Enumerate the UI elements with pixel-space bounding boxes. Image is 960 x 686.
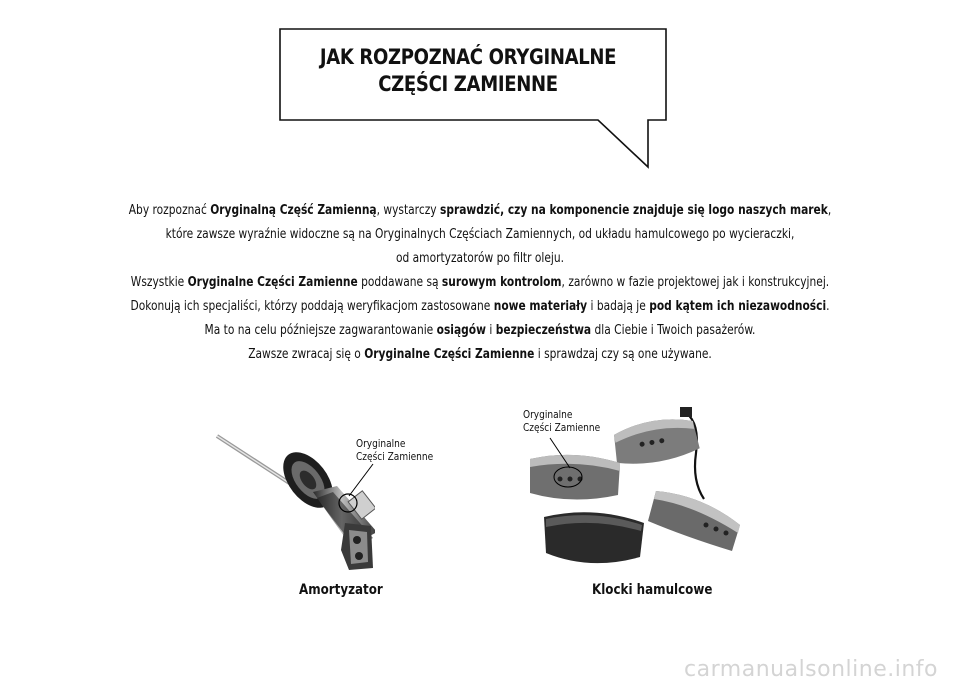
shock-callout-pointer (345, 462, 375, 502)
shock-callout-line1: Oryginalne (356, 437, 406, 450)
intro-line-2: które zawsze wyraźnie widoczne są na Oryginalnych Częściach Zamiennych, od układu hamulcowego po wycieraczki, (165, 227, 795, 242)
shock-callout-label (356, 437, 433, 463)
intro-line-6: Ma to na celu późniejsze zagwarantowanie osiągów i bezpieczeństwa dla Ciebie i Twoich pasażerów. (204, 323, 756, 338)
brake-callout-line2: Części Zamienne (523, 421, 601, 434)
shock-absorber-image (205, 428, 375, 576)
intro-line-7: Zawsze zwracaj się o Oryginalne Części Zamienne i sprawdzaj czy są one używane. (248, 347, 712, 362)
brake-callout-label (523, 408, 600, 434)
page-title (306, 44, 629, 98)
shock-absorber-caption: Amortyzator (299, 582, 383, 598)
intro-line-3: od amortyzatorów po filtr oleju. (395, 251, 565, 266)
watermark: carmanualsonline.info (684, 657, 938, 682)
intro-line-5: Dokonują ich specjaliści, którzy poddają weryfikacjom zastosowane nowe materiały i badają je pod kątem ich niezawodności. (130, 299, 830, 314)
intro-line-1: Aby rozpoznać Oryginalną Część Zamienną, wystarczy sprawdzić, czy na komponencie znajduje się logo naszych marek, (128, 203, 832, 218)
shock-callout-line2: Części Zamienne (356, 450, 434, 463)
brake-pads-caption: Klocki hamulcowe (592, 582, 713, 598)
brake-callout-pointer (548, 436, 578, 472)
brake-callout-line1: Oryginalne (523, 408, 573, 421)
page-title-line2: CZĘŚCI ZAMIENNE (378, 72, 558, 96)
intro-line-4: Wszystkie Oryginalne Części Zamienne poddawane są surowym kontrolom, zarówno w fazie projektowej jak i konstrukcyjnej. (130, 275, 830, 290)
page-title-line1: JAK ROZPOZNAĆ ORYGINALNE (319, 45, 617, 69)
intro-paragraph (20, 199, 940, 367)
